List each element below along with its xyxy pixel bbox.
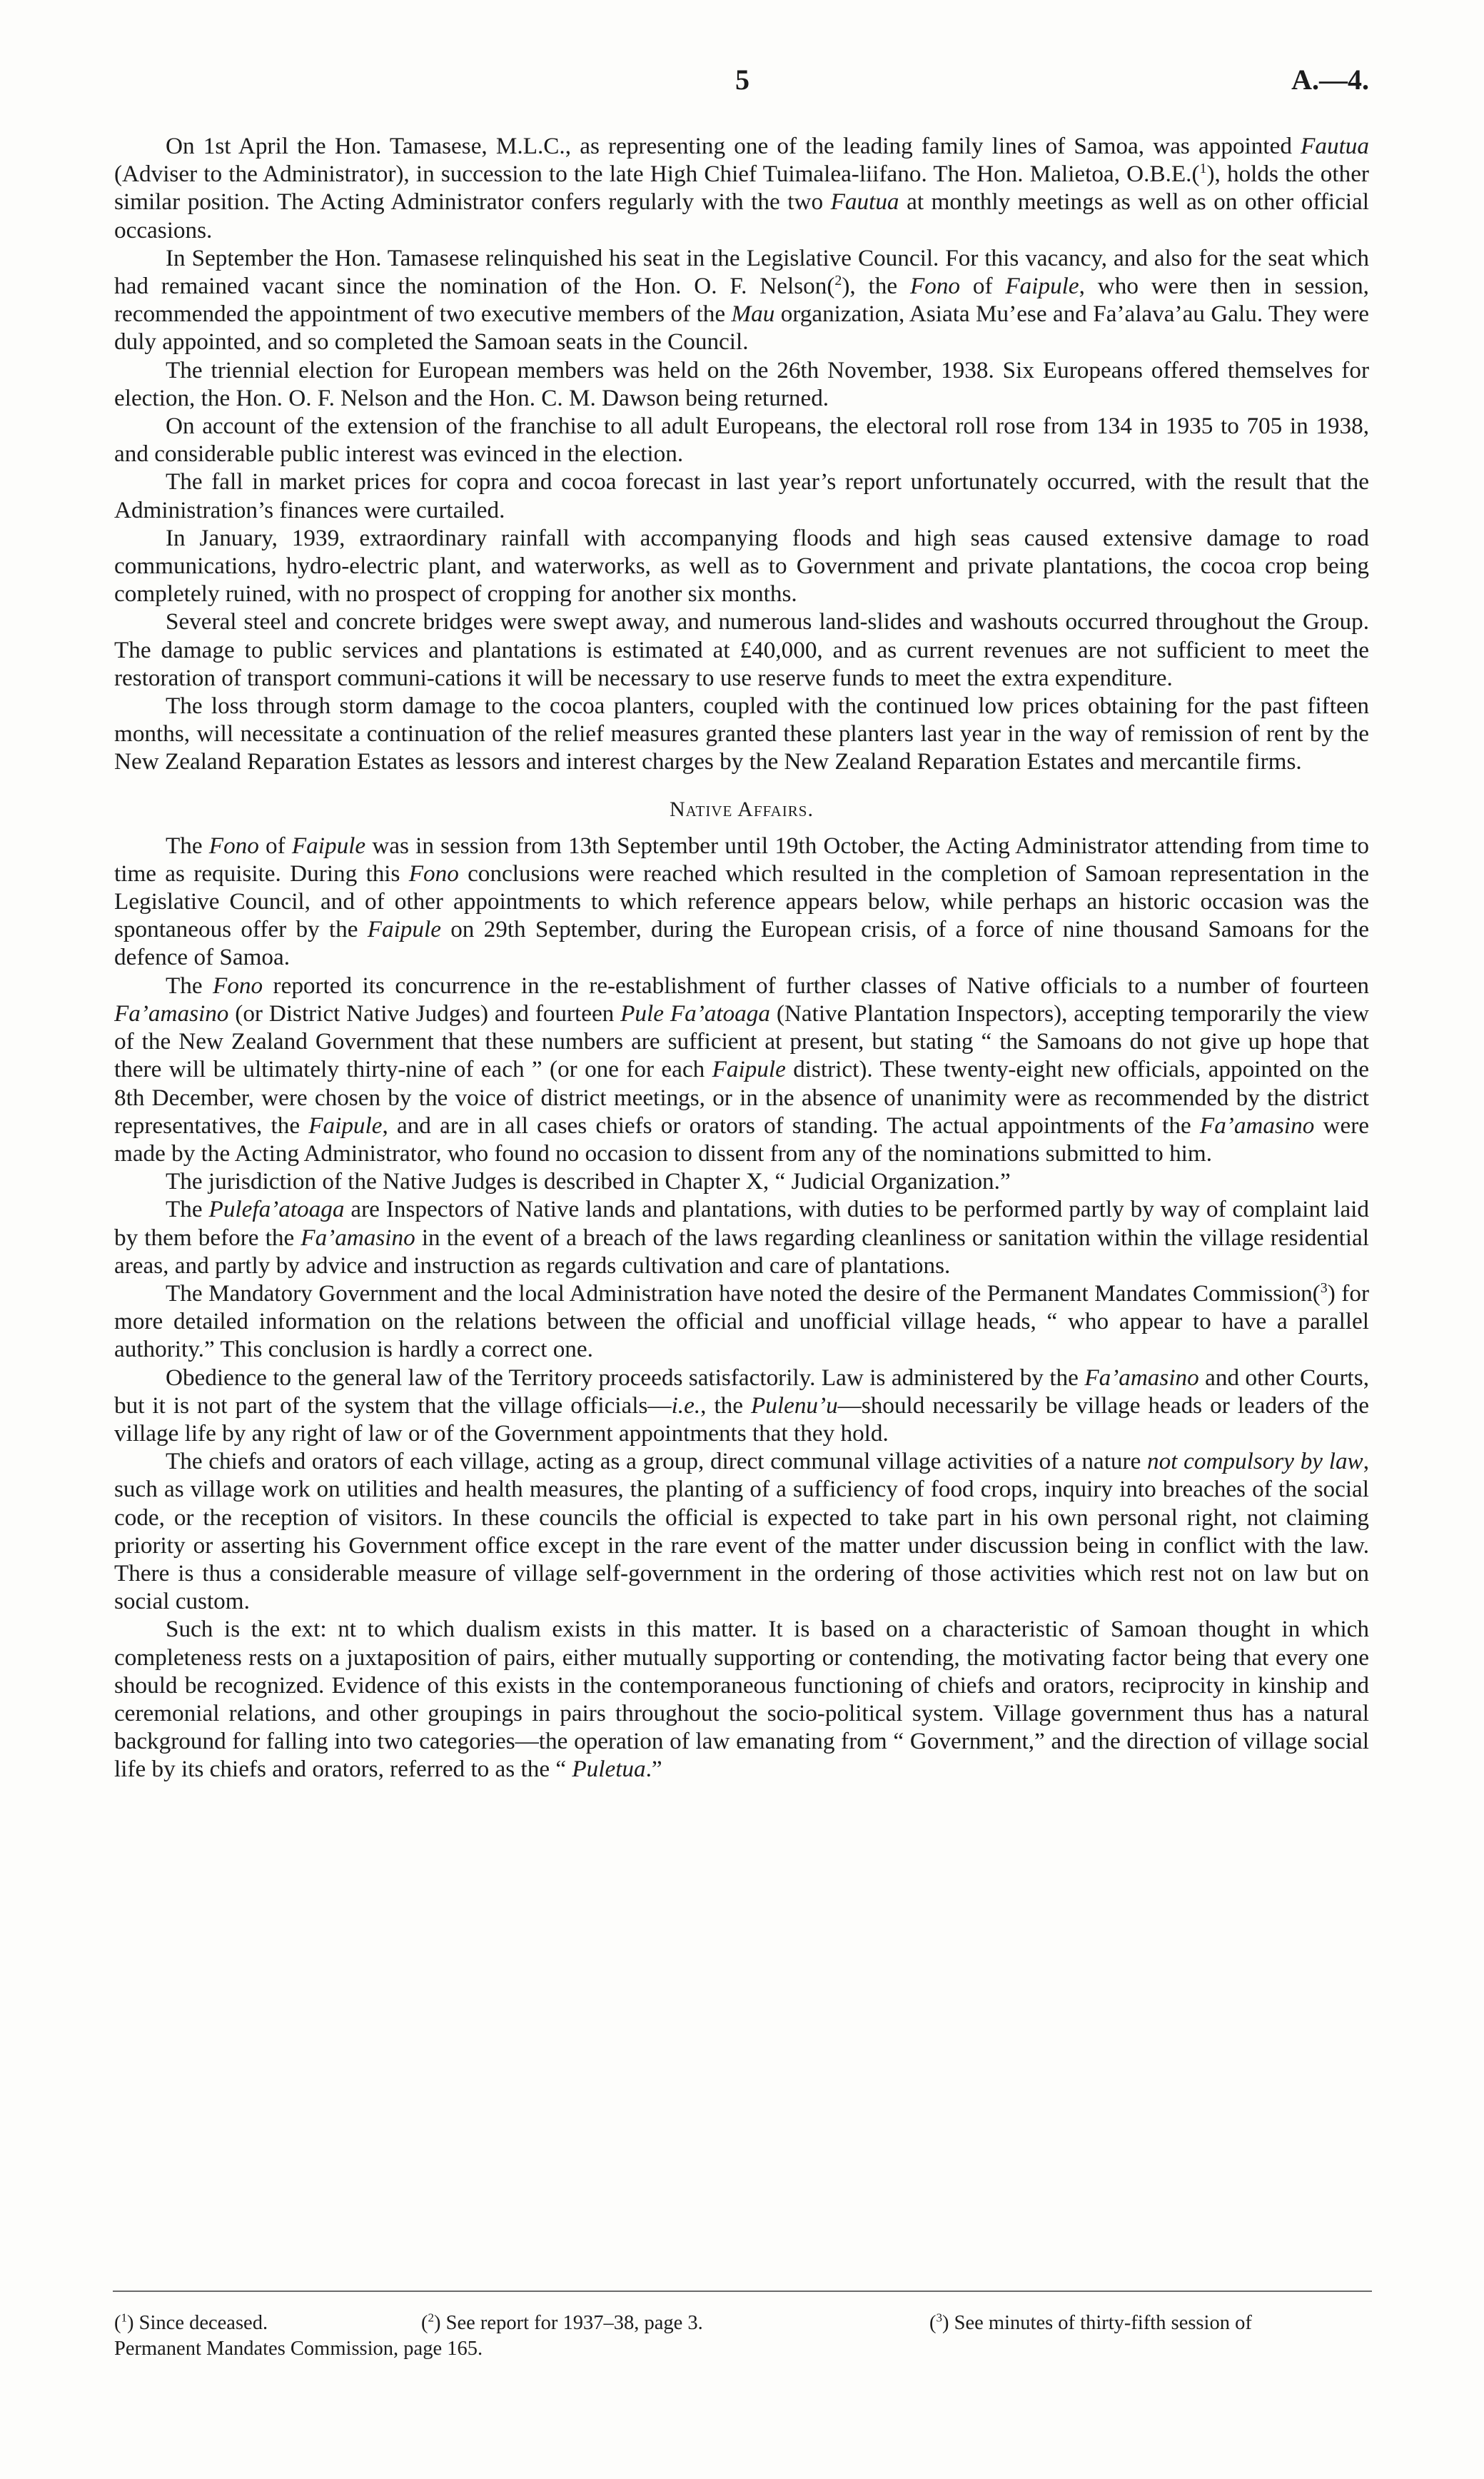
text-run: In September the Hon. Tamasese relinquished his seat in the Legislative Council. For this vacancy, and also for the seat which had remained vacant since the nomination of the Hon. O. F. Nelson( [114, 244, 1369, 300]
paragraph-triennial-election [114, 356, 1369, 412]
paragraph-pulefaatoaga-inspectors [114, 1195, 1369, 1279]
italic-term: Faipule [291, 832, 366, 859]
paragraph-native-judges-jurisdiction [114, 1167, 1369, 1195]
italic-term: Faipule [712, 1056, 786, 1083]
page-header [114, 60, 1371, 100]
text-run: district). These twenty-eight new officials, appointed on the 8th December, were chosen by the voice of district meetings, or in the absence of unanimity were as recommended by the district representatives, the [114, 1056, 1369, 1139]
footnote-marker: 3 [1320, 1279, 1328, 1296]
text-run: reported its concurrence in the re-establishment of further classes of Native officials to a number of fourteen [263, 972, 1369, 999]
paragraph-fautua-appointment [114, 132, 1369, 244]
italic-term: Fautua [830, 188, 899, 216]
text-run: The [166, 1196, 209, 1223]
text-run: (or District Native Judges) and fourteen [228, 1000, 621, 1027]
paragraph-native-officials [114, 972, 1369, 1167]
italic-term: Fa’amasino [301, 1224, 415, 1251]
text-run: The loss through storm damage to the cocoa planters, coupled with the continued low prices obtaining for the past fifteen months, will necessitate a continuation of the relief measures granted these planters last year in the way of remission of rent by the New Zealand Reparation Estates as lessors and interest charges by the New Zealand Reparation Estates and mercantile firms. [114, 693, 1369, 775]
text-run: of [258, 832, 292, 859]
text-run: ), the [842, 273, 910, 300]
text-run: organization, Asiata Mu’ese and Fa’alava’au Galu. They were duly appointed, and so completed the Samoan seats in the Council. [114, 301, 1369, 356]
text-run: The jurisdiction of the Native Judges is described in Chapter X, “ Judicial Organization.” [166, 1168, 1011, 1195]
text-run: ( [929, 2312, 937, 2334]
text-run: —should necessarily be village heads or leaders of the village life by any right of law or of the Government appointments that they hold. [114, 1392, 1369, 1447]
text-run: Permanent Mandates Commission, page 165. [114, 2338, 483, 2360]
text-run: The triennial election for European members was held on the 26th November, 1938. Six Europeans offered themselves for election, the Hon. O. F. Nelson and the Hon. C. M. Dawson being returned. [114, 356, 1369, 411]
footnote-line-1 [114, 2310, 1369, 2336]
text-run: of [960, 273, 1006, 300]
paragraph-legislative-council-seats [114, 244, 1369, 356]
text-run: On 1st April the Hon. Tamasese, M.L.C., as representing one of the leading family lines of Samoa, was appointed [166, 133, 1301, 159]
italic-term: Fa’amasino [1084, 1364, 1199, 1391]
paragraph-market-prices [114, 468, 1369, 523]
document-body [114, 132, 1369, 1784]
paragraph-general-law [114, 1364, 1369, 1448]
text-run: was in session from 13th September until 19th October, the Acting Administrator attending from time to time as requisite. During this [114, 832, 1369, 887]
italic-term: Pulefa’atoaga [208, 1196, 345, 1223]
text-run: ) Since deceased. [127, 2312, 268, 2334]
italic-term: Fono [909, 273, 961, 300]
italic-term: Fono [208, 832, 259, 859]
footnote-2 [421, 2310, 929, 2336]
page-number: 5 [735, 64, 749, 96]
document-reference: A.—4. [1291, 64, 1369, 96]
text-run: ) See report for 1937–38, page 3. [434, 2312, 703, 2334]
text-run: ( [421, 2312, 428, 2334]
text-run: On account of the extension of the franchise to all adult Europeans, the electoral roll rose from 134 in 1935 to 705 in 1938, and considerable public interest was evinced in the election. [114, 413, 1369, 468]
text-run: , and are in all cases chiefs or orators of standing. The actual appointments of the [382, 1112, 1200, 1139]
text-run: Obedience to the general law of the Territory proceeds satisfactorily. Law is administered by the [166, 1364, 1085, 1391]
paragraph-dualism [114, 1615, 1369, 1783]
text-run: and other Courts, but it is not part of the system that the village officials— [114, 1364, 1369, 1419]
italic-term: Fautua [1301, 133, 1369, 159]
text-run: (Native Plantation Inspectors), accepting temporarily the view of the New Zealand Government that these numbers are sufficient at present, but stating “ the Samoans do not give up hope that there will be ultimately thirty-nine of each ” (or one for each [114, 1000, 1369, 1083]
text-run: , such as village work on utilities and health measures, the planting of a sufficiency of food crops, inquiry into breaches of the social code, or the reception of visitors. In these councils the official is expected to take part in his own personal right, not claiming priority or asserting his Government office except in the rare event of the matter under discussion being in conflict with the law. There is thus a considerable measure of village self-government in the ordering of those activities which rest not on law but on social custom. [114, 1448, 1369, 1615]
italic-term: Fa’amasino [114, 1000, 229, 1027]
text-run: In January, 1939, extraordinary rainfall with accompanying floods and high seas caused extensive damage to road communications, hydro-electric plant, and waterworks, as well as to Government and private plantations, the cocoa crop being completely ruined, with no prospect of cropping for another six months. [114, 524, 1369, 608]
text-run: ), holds the other similar position. The Acting Administrator confers regularly with the two [114, 161, 1369, 216]
italic-term: not compulsory by law [1147, 1448, 1363, 1475]
text-run: ( [114, 2312, 121, 2334]
footnote-line-2 [114, 2336, 1369, 2362]
paragraph-electoral-roll [114, 412, 1369, 468]
text-run: The chiefs and orators of each village, acting as a group, direct communal village activities of a nature [166, 1448, 1148, 1475]
text-run: The fall in market prices for copra and cocoa forecast in last year’s report unfortunately occurred, with the result that the Administration’s finances were curtailed. [114, 468, 1369, 523]
text-run: The [166, 832, 209, 859]
italic-term: i.e. [671, 1392, 701, 1419]
footnote-marker: 1 [1199, 161, 1207, 177]
footnote-marker: 2 [834, 272, 842, 288]
italic-term: Pule Fa’atoaga [620, 1000, 770, 1027]
paragraph-fono-session [114, 832, 1369, 972]
paragraph-january-floods [114, 524, 1369, 608]
text-run: conclusions were reached which resulted in the completion of Samoan representation in the Legislative Council, and of other appointments to which reference appears below, while perhaps an historic occasion was the spontaneous offer by the [114, 860, 1369, 943]
section-heading-native-affairs: Native Affairs. [670, 797, 814, 821]
text-run: ) See minutes of thirty-fifth session of [942, 2312, 1252, 2334]
text-run: in the event of a breach of the laws regarding cleanliness or sanitation within the village residential areas, and partly by advice and instruction as regards cultivation and care of plantations. [114, 1224, 1369, 1279]
italic-term: Pulenu’u [751, 1392, 838, 1419]
text-run: on 29th September, during the European crisis, of a force of nine thousand Samoans for the defence of Samoa. [114, 916, 1369, 971]
paragraph-cocoa-planters-relief [114, 692, 1369, 776]
footnote-3 [929, 2310, 1252, 2336]
footnote-marker: 1 [121, 2310, 128, 2325]
paragraph-village-councils [114, 1447, 1369, 1615]
text-run: The Mandatory Government and the local Administration have noted the desire of the Permanent Mandates Commission( [166, 1279, 1321, 1307]
italic-term: Faipule [308, 1112, 383, 1139]
text-run: Several steel and concrete bridges were swept away, and numerous land-slides and washouts occurred throughout the Group. The damage to public services and plantations is estimated at £40,000, and as current revenues are not sufficient to meet the restoration of transport communi-cations it will be necessary to use reserve funds to meet the extra expenditure. [114, 608, 1369, 691]
italic-term: Faipule [367, 916, 441, 943]
text-run: .” [645, 1756, 662, 1783]
paragraph-mandates-commission [114, 1279, 1369, 1364]
text-run: Such is the ext: nt to which dualism exists in this matter. It is based on a characteristic of Samoan thought in which completeness rests on a juxtaposition of pairs, either mutually supporting or contending, the motivating factor being that every one should be recognized. Evidence of this exists in the contemporaneous functioning of chiefs and orators, reciprocity in kinship and ceremonial relations, and other groupings in pairs throughout the socio-political system. Village government thus has a natural background for falling into two categories—the operation of law emanating from “ Government,” and the direction of village social life by its chiefs and orators, referred to as the “ [114, 1616, 1369, 1783]
paragraph-bridges-damage [114, 608, 1369, 692]
text-run: , who were then in session, recommended the appointment of two executive members of the [114, 273, 1369, 328]
text-run: The [166, 972, 213, 999]
footnote-1 [114, 2310, 421, 2336]
footnote-marker: 2 [428, 2310, 435, 2325]
italic-term: Fono [408, 860, 459, 887]
italic-term: Mau [731, 301, 775, 328]
text-run: at monthly meetings as well as on other official occasions. [114, 188, 1369, 243]
footnote-marker: 3 [936, 2310, 943, 2325]
text-run: (Adviser to the Administrator), in succession to the late High Chief Tuimalea-liifano. The Hon. Malietoa, O.B.E.( [114, 161, 1200, 188]
text-run: were made by the Acting Administrator, who found no occasion to dissent from any of the nominations submitted to him. [114, 1112, 1369, 1167]
text-run: ) for more detailed information on the relations between the official and unofficial village heads, “ who appear to have a parallel authority.” This conclusion is hardly a correct one. [114, 1279, 1369, 1363]
italic-term: Faipule [1005, 273, 1079, 300]
text-run: are Inspectors of Native lands and plantations, with duties to be performed partly by way of complaint laid by them before the [114, 1196, 1369, 1251]
text-run: , the [700, 1392, 752, 1419]
italic-term: Fa’amasino [1199, 1112, 1315, 1139]
footnote-separator-rule [113, 2291, 1372, 2292]
italic-term: Fono [213, 972, 263, 999]
italic-term: Puletua [572, 1756, 646, 1783]
footnotes [114, 2310, 1369, 2362]
